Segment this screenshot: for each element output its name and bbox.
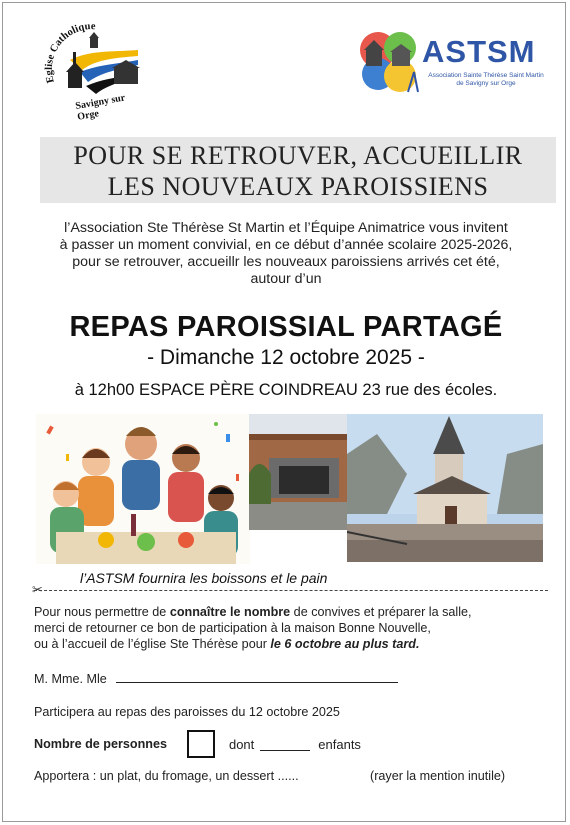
event-heading: REPAS PAROISSIAL PARTAGÉ: [69, 311, 503, 343]
persons-label: Nombre de personnes: [34, 737, 167, 751]
intro-line-2: à passer un moment convivial, en ce début d’année scolaire 2025-2026,: [59, 237, 513, 253]
title-line-1: POUR SE RETROUVER, ACCUEILLIR: [73, 141, 523, 170]
persons-row: [34, 730, 361, 758]
name-row: [34, 670, 398, 686]
form-line-1-a: Pour nous permettre de: [34, 605, 170, 619]
event-place: à 12h00 ESPACE PÈRE COINDREAU 23 rue des écoles.: [74, 381, 498, 399]
astsm-line2: de Savigny sur Orge: [456, 80, 516, 87]
page-border: [2, 2, 566, 822]
dont-label: dont: [228, 736, 255, 752]
scissors-icon: ✂: [32, 582, 43, 597]
cut-line: [34, 590, 548, 591]
parish-logo: [40, 20, 145, 123]
form-line-1-c: de convives et préparer la salle,: [290, 605, 472, 619]
form-instructions: [34, 604, 554, 652]
intro-line-3: pour se retrouver, accueillr les nouveaux paroissiens arrivés cet été,: [72, 254, 500, 270]
bring-line: Apportera : un plat, du fromage, un dessert ......: [34, 769, 299, 783]
intro-line-1: l’Association Ste Thérèse St Martin et l’Équipe Animatrice vous invitent: [64, 220, 508, 236]
title-line-2: LES NOUVEAUX PAROISSIENS: [107, 172, 489, 201]
form-deadline: le 6 octobre au plus tard.: [270, 637, 420, 651]
form-line-1-bold: connaître le nombre: [169, 605, 291, 619]
illustration-friends-image: [36, 414, 250, 564]
form-line-1: [34, 604, 554, 620]
event-date: - Dimanche 12 octobre 2025 -: [147, 346, 425, 369]
photo-espace-coindreau-image: [249, 414, 355, 530]
astsm-name: ASTSM: [422, 34, 536, 69]
logo-bottom-text: Savigny sur Orge: [74, 92, 126, 123]
form-line-2: merci de retourner ce bon de participation à la maison Bonne Nouvelle,: [34, 621, 431, 635]
form-line-3-a: ou à l’accueil de l’église Ste Thérèse pour: [34, 637, 271, 651]
astsm-line1: Association Sainte Thérèse Saint Martin: [428, 72, 544, 79]
participate-line: Participera au repas des paroisses du 12 octobre 2025: [34, 705, 340, 719]
astsm-logo: [356, 28, 546, 98]
name-label: M. Mme. Mle: [34, 672, 107, 686]
title-band: [40, 137, 556, 203]
drinks-note: l’ASTSM fournira les boissons et le pain: [80, 570, 328, 586]
form-line-3: [34, 636, 554, 652]
children-count-field[interactable]: [260, 738, 310, 751]
logo-arc-text: Eglise Catholique: [43, 21, 96, 84]
photo-church-image: [347, 414, 543, 562]
children-label: enfants: [318, 736, 361, 752]
intro-text: [20, 220, 552, 288]
name-field[interactable]: [116, 670, 398, 683]
strike-note: (rayer la mention inutile): [370, 769, 506, 783]
intro-line-4: autour d’un: [250, 271, 322, 287]
persons-count-box[interactable]: [187, 730, 215, 758]
